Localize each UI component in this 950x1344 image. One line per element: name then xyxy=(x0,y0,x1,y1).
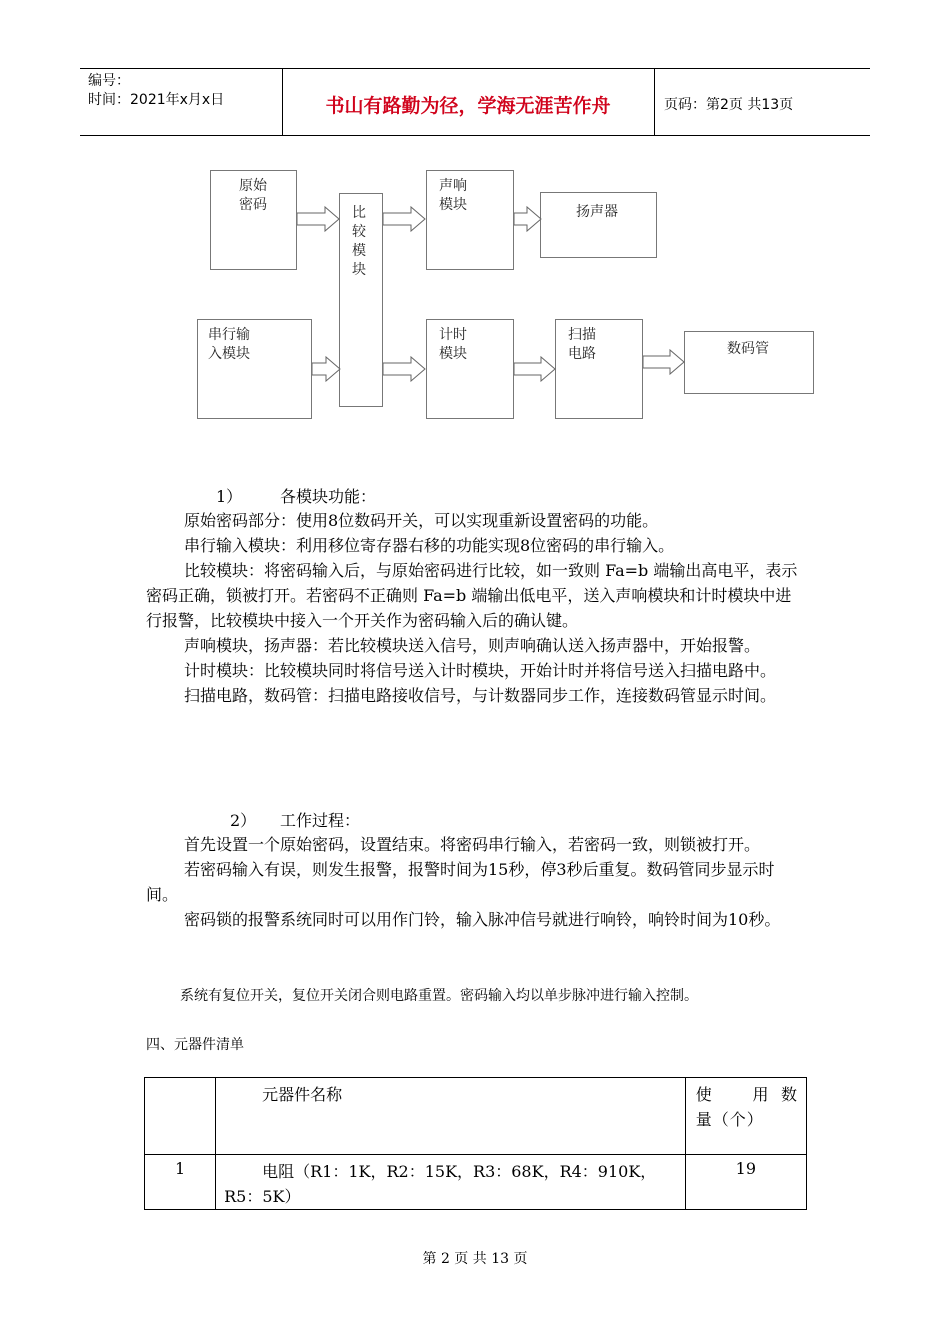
header-time: 时间：2021年x月x日 xyxy=(88,92,225,108)
table-cell-qty: 19 xyxy=(685,1155,806,1210)
arrow-scan-to-display xyxy=(643,348,685,376)
header-top-rule xyxy=(80,68,870,69)
paragraph-original-password: 原始密码部分：使用8位数码开关，可以实现重新设置密码的功能。 xyxy=(184,511,659,530)
section-1-title: 各模块功能： xyxy=(280,487,377,506)
box-compare-label: 比 较 模 块 xyxy=(352,205,366,278)
arrow-sound-to-speaker xyxy=(514,205,542,233)
parts-table xyxy=(144,1077,833,1210)
table-row xyxy=(145,1155,807,1210)
paragraph-process-1: 首先设置一个原始密码，设置结束。将密码串行输入，若密码一致，则锁被打开。 xyxy=(184,835,761,854)
table-header-name: 元器件名称 xyxy=(216,1078,686,1155)
box-speaker xyxy=(540,192,657,258)
paragraph-process-3: 密码锁的报警系统同时可以用作门铃，输入脉冲信号就进行响铃，响铃时间为10秒。 xyxy=(184,910,781,929)
box-speaker-label: 扬声器 xyxy=(576,204,618,220)
arrow-serial-to-compare xyxy=(312,355,341,383)
header-bottom-rule xyxy=(80,135,870,136)
box-serial-input-label: 串行输 入模块 xyxy=(208,327,250,362)
header-divider-2 xyxy=(654,68,655,136)
section-4-heading: 四、元器件清单 xyxy=(146,1037,244,1053)
box-original-password xyxy=(210,170,297,270)
arrow-original-to-compare xyxy=(297,205,341,233)
header-number: 编号： xyxy=(88,73,130,89)
box-scan-label: 扫描 电路 xyxy=(568,327,596,362)
table-header-row xyxy=(145,1078,807,1155)
box-sound-label: 声响 模块 xyxy=(439,178,467,213)
box-compare xyxy=(339,193,383,407)
box-timer-label: 计时 模块 xyxy=(439,327,467,362)
paragraph-compare: 比较模块：将密码输入后，与原始密码进行比较，如一致则 Fa=b 端输出高电平，表示密码正确，锁被打开。若密码不正确则 Fa=b 端输出低电平，送入声响模块和计时模块中进行报警，比较模块中接入一个开关作为密码输入后的确认键。 xyxy=(146,561,798,630)
page-footer: 第 2 页 共 13 页 xyxy=(422,1251,528,1267)
arrow-compare-to-timer xyxy=(383,355,427,383)
header-page-info: 页码：第2页 共13页 xyxy=(664,97,794,113)
box-display xyxy=(684,331,814,394)
box-timer xyxy=(426,319,514,419)
box-serial-input xyxy=(197,319,312,419)
section-2-title: 工作过程： xyxy=(280,811,361,830)
arrow-compare-to-sound xyxy=(383,205,427,233)
table-header-qty: 使 用数 量（个） xyxy=(685,1078,806,1155)
header-meta xyxy=(88,72,224,110)
table-cell-name: 电阻（R1：1K，R2：15K，R3：68K，R4：910K，R5：5K） xyxy=(216,1155,686,1210)
arrow-timer-to-scan xyxy=(514,355,556,383)
paragraph-sound: 声响模块，扬声器：若比较模块送入信号，则声响确认送入扬声器中，开始报警。 xyxy=(184,636,761,655)
section-1-number: 1） xyxy=(216,487,243,506)
section-1-body xyxy=(146,508,806,708)
section-2-number: 2） xyxy=(230,811,257,830)
table-cell-index: 1 xyxy=(145,1155,216,1210)
paragraph-reset: 系统有复位开关，复位开关闭合则电路重置。密码输入均以单步脉冲进行输入控制。 xyxy=(180,988,698,1004)
paragraph-process-2: 若密码输入有误，则发生报警，报警时间为15秒，停3秒后重复。数码管同步显示时间。 xyxy=(146,860,775,904)
paragraph-timer: 计时模块：比较模块同时将信号送入计时模块，开始计时并将信号送入扫描电路中。 xyxy=(184,661,777,680)
paragraph-serial-input: 串行输入模块：利用移位寄存器右移的功能实现8位密码的串行输入。 xyxy=(184,536,675,555)
paragraph-scan: 扫描电路，数码管：扫描电路接收信号，与计数器同步工作，连接数码管显示时间。 xyxy=(184,686,777,705)
header-motto: 书山有路勤为径，学海无涯苦作舟 xyxy=(325,95,611,117)
box-sound xyxy=(426,170,514,270)
table-header-index xyxy=(145,1078,216,1155)
box-scan xyxy=(555,319,643,419)
box-display-label: 数码管 xyxy=(727,341,769,357)
box-original-password-label: 原始 密码 xyxy=(239,178,267,213)
section-2-body xyxy=(146,832,806,932)
